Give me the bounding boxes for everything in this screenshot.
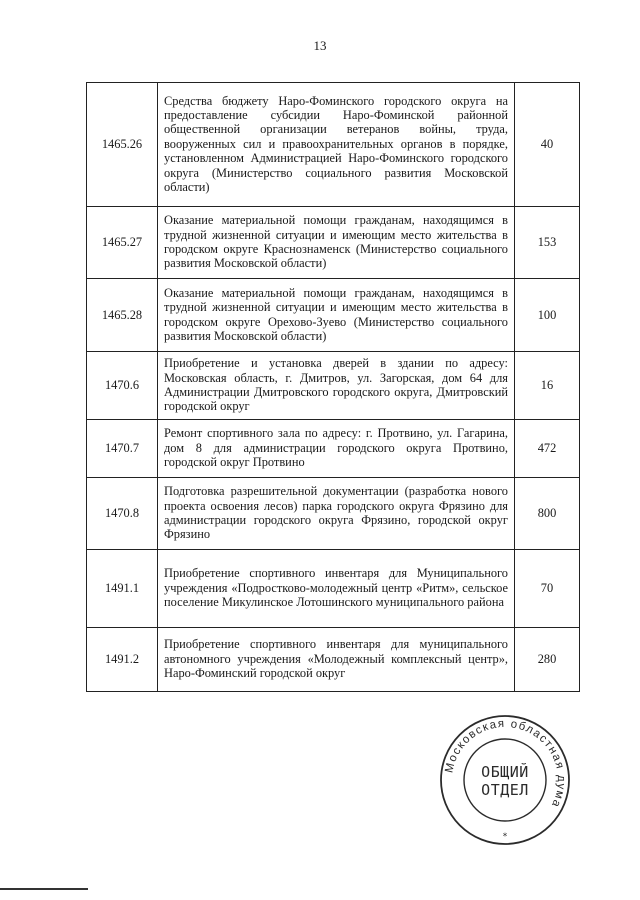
table-row <box>87 83 580 207</box>
row-description: Ремонт спортивного зала по адресу: г. Протвино, ул. Гагарина, дом 8 для администрации городского округа Протвино, городской округ Протвино <box>158 420 515 478</box>
stamp-ring-textpath: Московская областная дума <box>443 717 568 810</box>
bottom-rule <box>0 888 88 890</box>
row-description: Оказание материальной помощи гражданам, находящимся в трудной жизненной ситуации и имеющим место жительства в городском округе Орехово-Зуево (Министерство социального развития Московской области) <box>158 279 515 352</box>
stamp-line2: ОТДЕЛ <box>481 781 529 799</box>
row-amount: 40 <box>515 83 580 207</box>
row-description: Подготовка разрешительной документации (разработка нового проекта освоения лесов) парка городского округа Фрязино для администрации городского округа Фрязино, городской округ Фрязино <box>158 478 515 550</box>
stamp-star-icon: * <box>502 832 508 842</box>
row-description: Оказание материальной помощи гражданам, находящимся в трудной жизненной ситуации и имеющим место жительства в городском округе Краснознаменск (Министерство социального развития Московской области) <box>158 207 515 279</box>
row-code: 1470.8 <box>87 478 158 550</box>
row-code: 1465.28 <box>87 279 158 352</box>
budget-table <box>86 82 580 692</box>
row-code: 1465.26 <box>87 83 158 207</box>
row-description: Приобретение спортивного инвентаря для муниципального автономного учреждения «Молодежный комплексный центр», Наро-Фоминский городской округ <box>158 628 515 692</box>
row-amount: 472 <box>515 420 580 478</box>
row-code: 1465.27 <box>87 207 158 279</box>
page-number: 13 <box>313 38 327 53</box>
table-row <box>87 279 580 352</box>
table-row <box>87 478 580 550</box>
row-amount: 16 <box>515 352 580 420</box>
table-row <box>87 550 580 628</box>
table-row <box>87 628 580 692</box>
row-description: Приобретение и установка дверей в здании по адресу: Московская область, г. Дмитров, ул. Загорская, дом 64 для Администрации Дмитровского городского округа, Дмитровский городской округ <box>158 352 515 420</box>
department-stamp <box>438 713 572 847</box>
row-code: 1491.2 <box>87 628 158 692</box>
row-amount: 280 <box>515 628 580 692</box>
table-row <box>87 352 580 420</box>
row-amount: 100 <box>515 279 580 352</box>
row-description: Приобретение спортивного инвентаря для Муниципального учреждения «Подростково-молодежный центр «Ритм», сельское поселение Микулинское Лотошинского муниципального района <box>158 550 515 628</box>
table-row <box>87 420 580 478</box>
row-code: 1470.7 <box>87 420 158 478</box>
table-row <box>87 207 580 279</box>
row-description: Средства бюджету Наро-Фоминского городского округа на предоставление субсидии Наро-Фоминской районной общественной организации ветеранов войны, труда, вооруженных сил и правоохранительных органов в порядке, установленном Администрацией Наро-Фоминского городского округа (Министерство социального развития Московской области) <box>158 83 515 207</box>
row-amount: 70 <box>515 550 580 628</box>
row-code: 1470.6 <box>87 352 158 420</box>
row-amount: 800 <box>515 478 580 550</box>
row-amount: 153 <box>515 207 580 279</box>
row-code: 1491.1 <box>87 550 158 628</box>
stamp-line1: ОБЩИЙ <box>481 763 529 781</box>
